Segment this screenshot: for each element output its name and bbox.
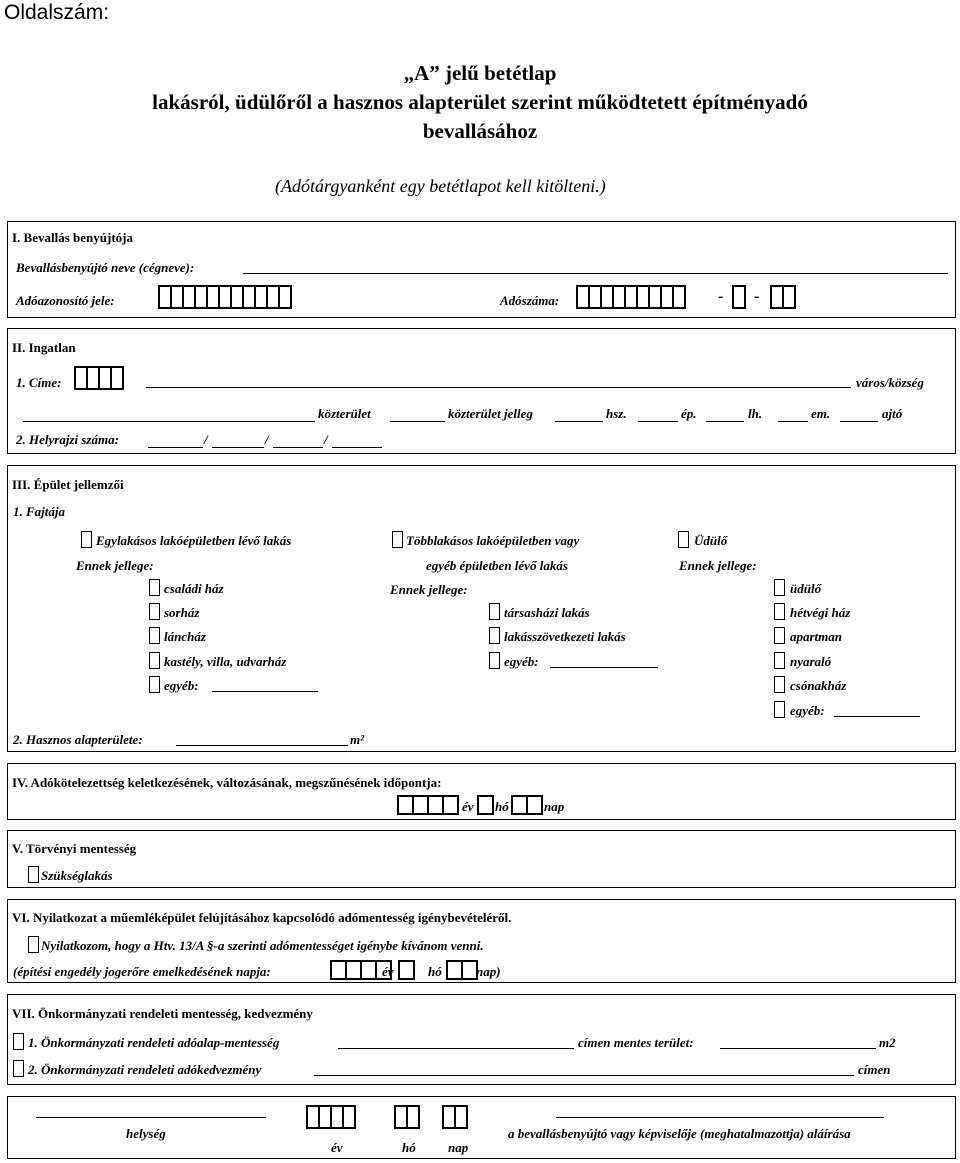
- year-label: év: [382, 964, 394, 979]
- family-house-checkbox[interactable]: [149, 579, 160, 596]
- parcel-field-4[interactable]: [332, 447, 382, 448]
- name-label: Bevallásbenyújtó neve (cégneve):: [16, 260, 195, 275]
- street-type-label: közterület jelleg: [448, 406, 533, 421]
- month-boxes[interactable]: [477, 795, 492, 815]
- permit-date-label: (építési engedély jogerőre emelkedésének napja:: [13, 964, 271, 979]
- year-label: év: [462, 799, 474, 814]
- local-exemption-checkbox[interactable]: [13, 1033, 24, 1050]
- nature-label: Ennek jellege:: [679, 558, 757, 573]
- local-discount-field[interactable]: [314, 1075, 854, 1076]
- single-dwelling-label: Egylakásos lakóépületben lévő lakás: [96, 533, 292, 548]
- section-heading: III. Épület jellemzői: [12, 477, 124, 492]
- exempt-area-field[interactable]: [720, 1048, 876, 1049]
- other-checkbox[interactable]: [774, 701, 785, 718]
- section-heading: VI. Nyilatkozat a műemléképület felújításához kapcsolódó adómentesség igénybevételéről.: [12, 910, 512, 925]
- single-dwelling-checkbox[interactable]: [81, 531, 92, 548]
- other-label: egyéb:: [164, 678, 199, 693]
- section-heading: I. Bevallás benyújtója: [12, 230, 133, 245]
- weekend-house-label: hétvégi ház: [790, 605, 851, 620]
- name-field[interactable]: [243, 273, 948, 274]
- city-field[interactable]: [146, 387, 851, 388]
- local-discount-label: 2. Önkormányzati rendeleti adókedvezmény: [28, 1062, 262, 1077]
- castle-villa-checkbox[interactable]: [149, 652, 160, 669]
- local-exemption-label: 1. Önkormányzati rendeleti adóalap-mentesség: [28, 1035, 280, 1050]
- section-heading: V. Törvényi mentesség: [12, 841, 137, 856]
- summer-house-label: nyaraló: [790, 654, 832, 669]
- page-number-label: Oldalszám:: [4, 1, 110, 24]
- row-house-label: sorház: [164, 605, 200, 620]
- day-boxes[interactable]: [446, 960, 476, 980]
- month-label: hó: [402, 1140, 416, 1155]
- month-label: hó: [495, 799, 509, 814]
- door-field[interactable]: [840, 421, 878, 422]
- chain-house-label: láncház: [164, 629, 206, 644]
- parcel-field-3[interactable]: [273, 447, 323, 448]
- nature-label: Ennek jellege:: [390, 582, 468, 597]
- street-field[interactable]: [23, 421, 315, 422]
- title-line-3: bevallásához: [422, 119, 538, 143]
- door-label: ajtó: [882, 406, 903, 421]
- signature-field[interactable]: [556, 1117, 884, 1118]
- tax-number-boxes-3[interactable]: [770, 285, 794, 309]
- other-label: egyéb:: [504, 654, 539, 669]
- year-boxes[interactable]: [330, 960, 390, 980]
- floor-field[interactable]: [778, 421, 808, 422]
- signature-label: a bevallásbenyújtó vagy képviselője (meghatalmazottja) aláírása: [508, 1126, 851, 1141]
- house-number-label: hsz.: [606, 406, 627, 421]
- slash: /: [324, 432, 328, 447]
- exempt-area-unit: m2: [879, 1035, 896, 1050]
- year-boxes[interactable]: [397, 795, 457, 815]
- section-heading: IV. Adókötelezettség keletkezésének, változásának, megszűnésének időpontja:: [12, 775, 442, 790]
- parcel-field-1[interactable]: [148, 447, 203, 448]
- city-label: város/község: [856, 375, 924, 390]
- section-heading: II. Ingatlan: [12, 340, 76, 355]
- instruction-note: (Adótárgyanként egy betétlapot kell kitölteni.): [275, 176, 606, 196]
- chain-house-checkbox[interactable]: [149, 627, 160, 644]
- day-label: nap): [476, 964, 501, 979]
- address-label: 1. Címe:: [16, 375, 62, 390]
- area-unit: m²: [350, 732, 365, 747]
- section-property: [7, 328, 956, 454]
- section-local-exemption: [7, 994, 956, 1085]
- other-field[interactable]: [550, 667, 658, 668]
- row-house-checkbox[interactable]: [149, 603, 160, 620]
- resort-label: üdülő: [790, 581, 822, 596]
- section-obligation-date: [7, 763, 956, 820]
- dash: -: [718, 288, 724, 305]
- tax-number-label: Adószáma:: [500, 293, 560, 308]
- area-label: 2. Hasznos alapterülete:: [13, 732, 143, 747]
- other-checkbox[interactable]: [489, 652, 500, 669]
- cooperative-label: lakásszövetkezeti lakás: [504, 629, 626, 644]
- section-submitter: [7, 221, 956, 318]
- tax-number-boxes-2[interactable]: [732, 285, 744, 309]
- local-exemption-field[interactable]: [338, 1048, 574, 1049]
- other-label: egyéb:: [790, 703, 825, 718]
- summer-house-checkbox[interactable]: [774, 652, 785, 669]
- year-label: év: [331, 1140, 343, 1155]
- other-field[interactable]: [834, 716, 920, 717]
- multi-dwelling-checkbox[interactable]: [392, 531, 403, 548]
- section-monument-declaration: [7, 899, 956, 983]
- section-building: [7, 465, 956, 752]
- place-label: helység: [126, 1126, 166, 1141]
- street-type-field[interactable]: [390, 421, 445, 422]
- day-label: nap: [448, 1140, 469, 1155]
- day-boxes[interactable]: [511, 795, 541, 815]
- declaration-label: Nyilatkozom, hogy a Htv. 13/A §-a szerinti adómentességet igénybe kívánom venni.: [41, 938, 484, 953]
- cooperative-checkbox[interactable]: [489, 627, 500, 644]
- section-statutory-exemption: [7, 830, 956, 888]
- type-label: 1. Fajtája: [13, 504, 66, 519]
- tax-number-boxes-1[interactable]: [576, 285, 684, 309]
- emergency-housing-checkbox[interactable]: [28, 866, 39, 883]
- month-label: hó: [428, 964, 442, 979]
- slash: /: [265, 432, 269, 447]
- street-label: közterület: [318, 406, 371, 421]
- apartment-checkbox[interactable]: [774, 627, 785, 644]
- emergency-housing-label: Szükséglakás: [41, 868, 113, 883]
- area-field[interactable]: [176, 745, 348, 746]
- tax-id-boxes[interactable]: [158, 285, 290, 309]
- building-label: ép.: [681, 406, 697, 421]
- local-discount-checkbox[interactable]: [13, 1060, 24, 1077]
- other-checkbox[interactable]: [149, 676, 160, 693]
- day-boxes[interactable]: [442, 1105, 466, 1129]
- castle-villa-label: kastély, villa, udvarház: [164, 654, 287, 669]
- building-field[interactable]: [638, 421, 678, 422]
- dash: -: [754, 288, 760, 305]
- title-line-1: „A” jelű betétlap: [403, 61, 557, 85]
- boathouse-checkbox[interactable]: [774, 676, 785, 693]
- page-title: [0, 59, 960, 146]
- holiday-home-label: Üdülő: [694, 533, 728, 548]
- year-boxes[interactable]: [306, 1105, 354, 1129]
- apartment-label: apartman: [790, 629, 843, 644]
- tax-id-label: Adóazonosító jele:: [16, 293, 115, 308]
- other-field[interactable]: [212, 691, 318, 692]
- resort-checkbox[interactable]: [774, 579, 785, 596]
- parcel-field-2[interactable]: [212, 447, 264, 448]
- stair-label: lh.: [748, 406, 763, 421]
- month-boxes[interactable]: [394, 1105, 418, 1129]
- multi-dwelling-label-2: egyéb épületben lévő lakás: [426, 558, 568, 573]
- house-number-field[interactable]: [555, 421, 603, 422]
- section-heading: VII. Önkormányzati rendeleti mentesség, kedvezmény: [12, 1006, 313, 1021]
- condominium-checkbox[interactable]: [489, 603, 500, 620]
- postcode-boxes[interactable]: [74, 366, 122, 390]
- slash: /: [204, 432, 208, 447]
- local-discount-suffix: címen: [858, 1062, 891, 1077]
- day-label: nap: [544, 799, 565, 814]
- place-field[interactable]: [36, 1117, 266, 1118]
- stair-field[interactable]: [706, 421, 744, 422]
- multi-dwelling-label: Többlakásos lakóépületben vagy: [406, 533, 580, 548]
- nature-label: Ennek jellege:: [76, 558, 154, 573]
- declaration-checkbox[interactable]: [28, 936, 39, 953]
- signature-section: [7, 1096, 956, 1159]
- floor-label: em.: [811, 406, 831, 421]
- weekend-house-checkbox[interactable]: [774, 603, 785, 620]
- condominium-label: társasházi lakás: [504, 605, 590, 620]
- month-boxes[interactable]: [398, 960, 413, 980]
- holiday-home-checkbox[interactable]: [678, 531, 689, 548]
- boathouse-label: csónakház: [790, 678, 847, 693]
- family-house-label: családi ház: [164, 581, 224, 596]
- title-line-2: lakásról, üdülőről a hasznos alapterület szerint működtetett építményadó: [152, 90, 808, 114]
- exempt-area-label: címen mentes terület:: [578, 1035, 694, 1050]
- parcel-label: 2. Helyrajzi száma:: [16, 432, 119, 447]
